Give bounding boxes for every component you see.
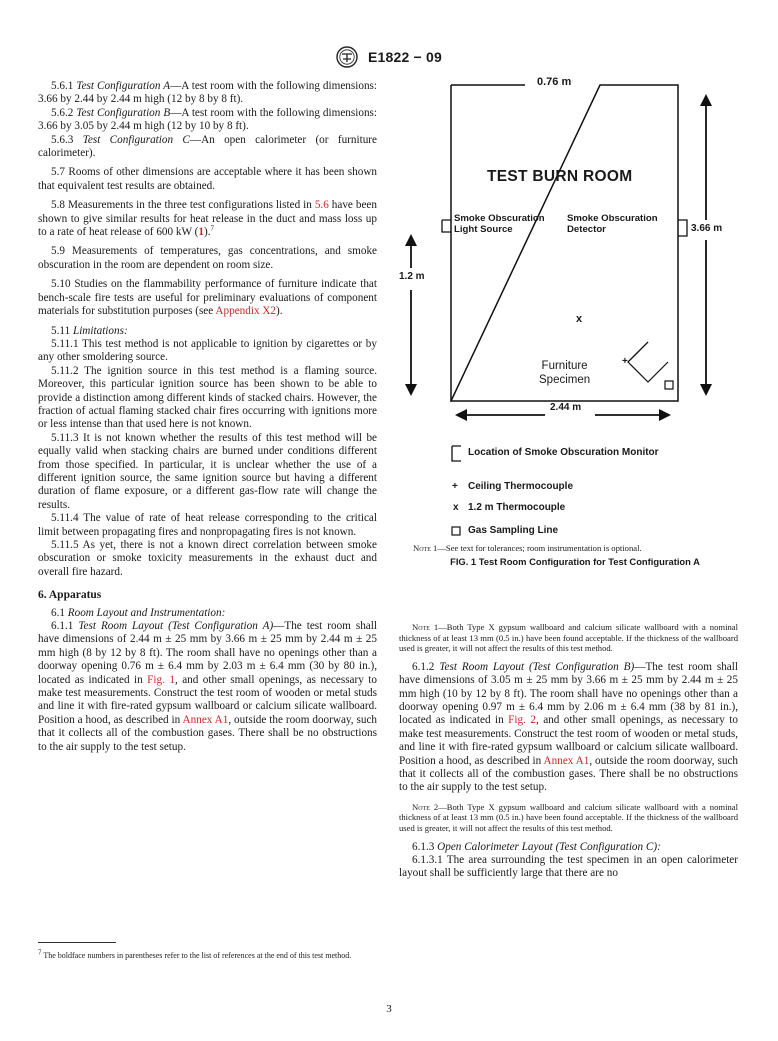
door-width-label: 0.76 m [537,76,572,88]
annex-a1-link[interactable]: Annex A1 [182,713,229,726]
page-header [0,46,778,70]
para-5-11-1: 5.11.1 This test method is not applicable to ignition by cigarettes or by any other smoldering source. [38,337,377,364]
legend-ceiling-symbol: + [452,481,458,492]
room-outline [451,85,678,401]
para-5-6-2: 5.6.2 Test Configuration B—A test room with the following dimensions: 3.66 by 3.05 by 2.44 m high (12 by 10 by 8 ft). [38,106,377,133]
figure-note: Note 1—See text for tolerances; room instrumentation is optional. [413,543,642,553]
para-5-8: 5.8 Measurements in the three test configurations listed in 5.6 have been shown to give similar results for heat release in the duct and mass loss up to a rate of heat release of 600 kW (1).$^7$ [38,199,377,239]
para-6-1: 6.1 Room Layout and Instrumentation: [51,606,226,619]
ceiling-thermocouple-marker: + [622,356,628,367]
note-1: Note 1—Both Type X gypsum wallboard and calcium silicate wallboard with a nominal thickness of at least 13 mm (0.5 in.) have been found acceptable. If the thickness of the wallboard used is greater, it will not affect the results of this test method. [399,622,738,654]
astm-logo-icon [336,46,358,68]
figure-1 [395,70,755,570]
para-5-6-3: 5.6.3 Test Configuration C—An open calorimeter (or furniture calorimeter). [38,133,377,160]
footnote-rule [38,942,116,943]
furniture-specimen-label: Furniture Specimen [539,360,591,386]
height-marker-label: 1.2 m [399,271,425,282]
annex-a1-link-2[interactable]: Annex A1 [543,754,590,767]
smoke-detector-label: Smoke Obscuration Detector [567,213,658,235]
right-column [399,622,738,881]
note-2: Note 2—Both Type X gypsum wallboard and calcium silicate wallboard with a nominal thickness of at least 13 mm (0.5 in.) have been found acceptable. If the thickness of the wallboard used is greater, it will not affect the results of this test method. [399,801,738,834]
para-6-1-3: 6.1.3 Open Calorimeter Layout (Test Configuration C): [412,840,661,853]
legend-gas: Gas Sampling Line [468,525,559,536]
para-5-11-3: 5.11.3 It is not known whether the results of this test method will be equally valid when stacking chairs are burned under conditions different from those specified. In particular, it is unclear whether the use of a different ignition source, the same ignition source but having a different duration of flame exposure, or a different gas-flow rate will change the results. [38,431,377,511]
reference-1-link[interactable]: 1 [198,226,204,239]
room-width-label: 2.44 m [550,402,582,413]
furniture-specimen-shape [628,342,668,382]
fig-1-link[interactable]: Fig. 1 [147,673,175,686]
smoke-detector-bracket [678,220,687,236]
section-heading-apparatus: 6. Apparatus [38,589,102,602]
thermocouple-1-2m-marker: x [576,313,583,325]
document-designation: E1822 − 09 [367,49,442,65]
legend-monitor: Location of Smoke Obscuration Monitor [468,447,659,458]
para-5-7: 5.7 Rooms of other dimensions are acceptable where it has been shown that equivalent test results are obtained. [38,166,377,192]
para-5-10: 5.10 Studies on the flammability performance of furniture indicate that bench-scale fire tests are useful for preliminary evaluations of component materials for substitution purposes (see Appendix X2). [38,278,377,318]
para-6-1-1: 6.1.1 Test Room Layout (Test Configuration A)—The test room shall have dimensions of 2.44 m ± 25 mm by 3.66 m ± 25 mm by 2.44 m ± 25 mm high (8 by 12 by 8 ft). The room shall have no openings other than a doorway opening 0.76 m ± 6.4 mm by 2.03 m ± 6.4 mm (30 by 80 in.), located as indicated in Fig. 1, and other small openings, as necessary to make test measurements. Construct the test room of wooden or metal studs and line it with fire-rated gypsum wallboard or calcium silicate wallboard. Position a hood, as described in Annex A1, outside the room doorway, such that it collects all of the combustion gases. There shall be no obstructions to the air supply to the test setup. [38,620,377,753]
appendix-x2-link[interactable]: Appendix X2 [215,305,277,318]
para-6-1-2: 6.1.2 Test Room Layout (Test Configuration B)—The test room shall have dimensions of 3.05 m ± 25 mm by 3.66 m ± 25 mm by 2.44 m ± 25 mm high (10 by 12 by 8 ft). The room shall have no openings other than a doorway opening 0.97 m ± 6.4 mm by 2.06 m ± 6.4 mm (38 by 81 in.), located as indicated in Fig. 2, and other small openings, as necessary to make test measurements. Construct the test room of wooden or metal studs, and line it with fire-rated gypsum wallboard or calcium silicate wallboard. Position a hood, as described in Annex A1, outside the room doorway, such that it collects all of the combustion gases. There shall be no obstructions to the air supply to the test setup. [399,660,738,794]
test-room-diagram [395,70,755,550]
para-5-9: 5.9 Measurements of temperatures, gas concentrations, and smoke obscuration in the room are dependent on room size. [38,245,377,271]
room-length-label: 3.66 m [691,223,723,234]
para-5-11-4: 5.11.4 The value of rate of heat release corresponding to the critical limit between propagating fires and nonpropagating fires is not known. [38,512,377,538]
para-6-1-3-1: 6.1.3.1 The area surrounding the test specimen in an open calorimeter layout shall be sufficiently large that there are no [399,854,738,880]
legend-1-2m-symbol: x [453,502,459,513]
section-5-6-link[interactable]: 5.6 [314,199,329,212]
figure-caption: FIG. 1 Test Room Configuration for Test Configuration A [450,556,700,567]
para-5-6-1: 5.6.1 Test Configuration A—A test room with the following dimensions: 3.66 by 2.44 by 2.44 m high (12 by 8 by 8 ft). [38,80,378,106]
footnote-marker: 7 [210,224,215,233]
room-title: TEST BURN ROOM [487,168,633,185]
smoke-source-label: Smoke Obscuration Light Source [454,213,545,235]
para-5-11-5: 5.11.5 As yet, there is not a known direct correlation between smoke obscuration or smoke toxicity measurements in the exhaust duct and overall fire hazard. [38,539,377,578]
fig-2-link[interactable]: Fig. 2 [508,714,536,727]
gas-sampling-square [665,381,673,389]
page-number: 3 [386,1003,392,1015]
legend-ceiling: Ceiling Thermocouple [468,481,574,492]
left-column [38,80,377,754]
legend-1-2m: 1.2 m Thermocouple [468,502,566,513]
smoke-source-bracket [442,220,451,232]
para-5-11: 5.11 Limitations: [51,324,128,337]
footnote: 7 The boldface numbers in parentheses refer to the list of references at the end of this test method. [38,948,352,960]
para-5-11-2: 5.11.2 The ignition source in this test method is a flaming source. Moreover, this particular ignition source has been shown to be able to provide a distinction among different kinds of stacked chairs. However, the fraction of actual flaming stacked chair fires occurring with ignitions more or less intense than that used here is not known. [38,364,377,431]
